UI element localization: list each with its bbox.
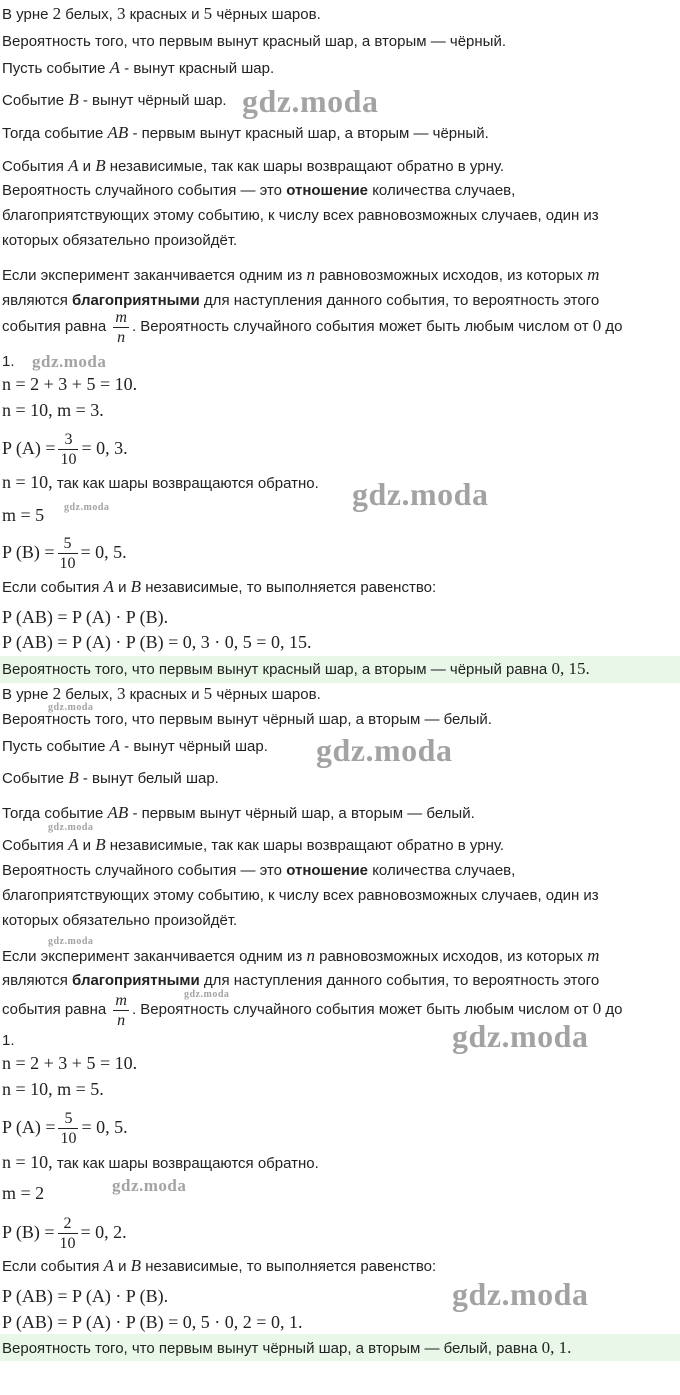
fraction-p-a-2: $\frac{5}{10}$ [60, 1110, 77, 1148]
p-b-formula: P (B) = $\frac{5}{10}$ = 0, 5. [2, 535, 127, 573]
p-b-formula-2: P (B) = $\frac{2}{10}$ = 0, 2. [2, 1215, 127, 1253]
watermark-logo: gdz.moda [48, 822, 94, 833]
independence-condition-2: Если события A и B независимые, то выполняется равенство: [2, 1256, 437, 1275]
watermark-logo: gdz.moda [48, 702, 94, 713]
watermark-logo: gdz.moda [48, 936, 94, 947]
classic-def-line-2: являются благоприятными для наступления данного события, то вероятность этого [2, 292, 600, 309]
product-calculation: P (AB) = P (A) · P (B) = 0, 3 · 0, 5 = 0, 15. [2, 632, 312, 652]
independence-condition: Если события A и B независимые, то выполняется равенство: [2, 577, 437, 596]
definition-line-3: которых обязательно произойдёт. [2, 232, 238, 249]
n-m-values: n = 10, m = 3. [2, 400, 104, 420]
product-formula-2: P (AB) = P (A) · P (B). [2, 1286, 169, 1306]
goal-text: Вероятность того, что первым вынут красный шар, а вторым — чёрный. [2, 33, 506, 50]
event-a-2: Пусть событие A - вынут чёрный шар. [2, 736, 268, 755]
fraction-m-over-n-2: $\frac{m}{n}$ [115, 991, 127, 1029]
product-formula: P (AB) = P (A) · P (B). [2, 607, 169, 627]
n-sum: n = 2 + 3 + 5 = 10. [2, 374, 138, 394]
independence-note-2: События A и B независимые, так как шары возвращают обратно в урну. [2, 835, 505, 854]
definition-line-1-2: Вероятность случайного события — это отношение количества случаев, [2, 862, 516, 879]
watermark-logo: gdz.moda [32, 352, 107, 371]
classic-def-line-2-2: являются благоприятными для наступления данного события, то вероятность этого [2, 972, 600, 989]
watermark-logo: gdz.moda [452, 1276, 589, 1312]
answer-text: Вероятность того, что первым вынут красный шар, а вторым — чёрный равна 0, 15. [2, 659, 590, 678]
classic-def-line-1: Если эксперимент заканчивается одним из n равновозможных исходов, из которых m [2, 265, 600, 284]
watermark-logo: gdz.moda [452, 1018, 589, 1054]
fraction-p-b-2: $\frac{2}{10}$ [59, 1215, 76, 1253]
watermark-logo: gdz.moda [316, 732, 453, 768]
classic-def-line-3-2: события равна $\frac{m}{n}$ . Вероятность случайного события может быть любым числом от 0 до [2, 991, 623, 1029]
definition-line-2-2: благоприятствующих этому событию, к числу всех равновозможных случаев, один из [2, 887, 599, 904]
watermark-logo: gdz.moda [352, 476, 489, 512]
watermark-logo: gdz.moda [64, 502, 110, 513]
p-a-formula-2: P (A) = $\frac{5}{10}$ = 0, 5. [2, 1110, 128, 1148]
event-a: Пусть событие A - вынут красный шар. [2, 58, 275, 77]
p-a-formula: P (A) = $\frac{3}{10}$ = 0, 3. [2, 431, 128, 469]
classic-def-line-4-2: 1. [2, 1032, 15, 1049]
definition-line-1: Вероятность случайного события — это отношение количества случаев, [2, 182, 516, 199]
answer-text-2: Вероятность того, что первым вынут чёрный шар, а вторым — белый, равна 0, 1. [2, 1338, 572, 1357]
event-ab: Тогда событие AB - первым вынут красный шар, а вторым — чёрный. [2, 123, 489, 142]
watermark-logo: gdz.moda [112, 1176, 187, 1195]
n-note: n = 10, так как шары возвращаются обратно. [2, 472, 319, 492]
urn-intro-2: В урне 2 белых, 3 красных и 5 чёрных шаров. [2, 684, 321, 703]
event-b: Событие B - вынут чёрный шар. [2, 90, 227, 109]
classic-def-line-4: 1. [2, 353, 15, 370]
n-m-values-2: n = 10, m = 5. [2, 1079, 104, 1099]
m-value: m = 5 [2, 505, 45, 525]
event-b-2: Событие B - вынут белый шар. [2, 768, 219, 787]
fraction-m-over-n: $\frac{m}{n}$ [115, 308, 127, 346]
definition-line-2: благоприятствующих этому событию, к числу всех равновозможных случаев, один из [2, 207, 599, 224]
fraction-p-a: $\frac{3}{10}$ [60, 431, 77, 469]
n-sum-2: n = 2 + 3 + 5 = 10. [2, 1053, 138, 1073]
independence-note: События A и B независимые, так как шары возвращают обратно в урну. [2, 156, 505, 175]
product-calculation-2: P (AB) = P (A) · P (B) = 0, 5 · 0, 2 = 0, 1. [2, 1312, 303, 1332]
watermark-logo: gdz.moda [184, 989, 230, 1000]
m-value-2: m = 2 [2, 1183, 45, 1203]
n-note-2: n = 10, так как шары возвращаются обратно. [2, 1152, 319, 1172]
fraction-p-b: $\frac{5}{10}$ [59, 535, 76, 573]
classic-def-line-3: события равна $\frac{m}{n}$ . Вероятность случайного события может быть любым числом от 0 до [2, 308, 623, 346]
classic-def-line-1-2: Если эксперимент заканчивается одним из n равновозможных исходов, из которых m [2, 946, 600, 965]
urn-intro: В урне 2 белых, 3 красных и 5 чёрных шаров. [2, 4, 321, 23]
definition-line-3-2: которых обязательно произойдёт. [2, 912, 238, 929]
event-ab-2: Тогда событие AB - первым вынут чёрный шар, а вторым — белый. [2, 803, 475, 822]
watermark-logo: gdz.moda [242, 83, 379, 119]
goal-text-2: Вероятность того, что первым вынут чёрный шар, а вторым — белый. [2, 711, 492, 728]
